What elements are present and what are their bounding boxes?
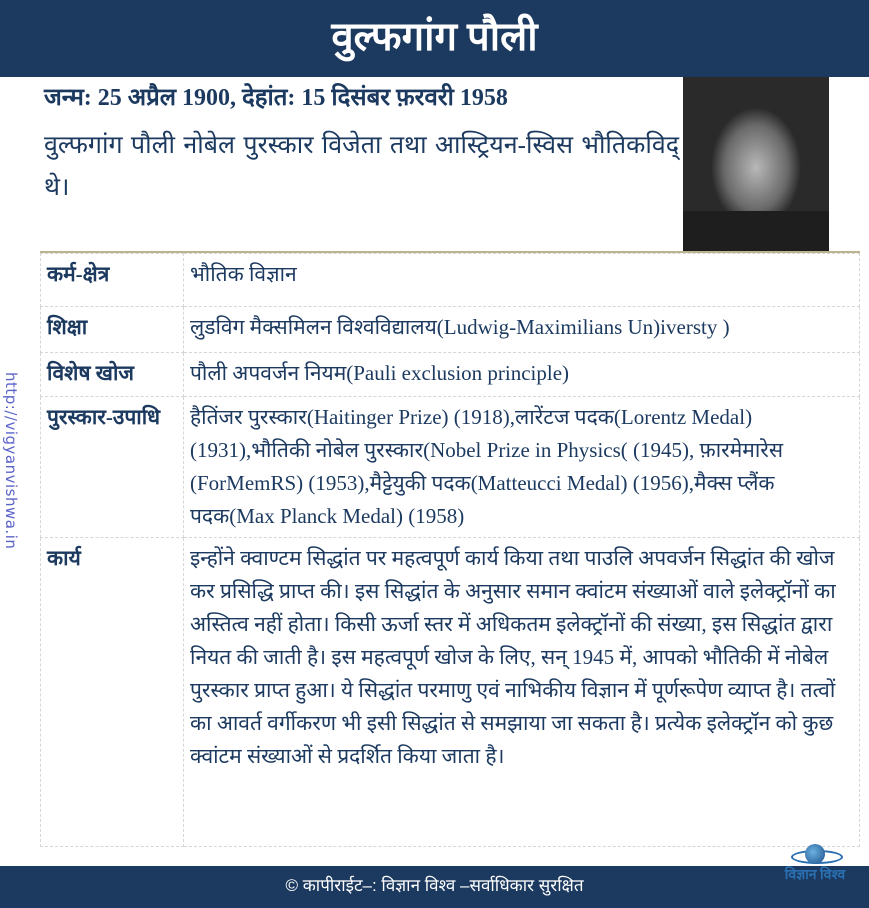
globe-icon bbox=[805, 844, 825, 864]
table-row bbox=[41, 254, 860, 307]
birth-death-dates: जन्म: 25 अप्रैल 1900, देहांत: 15 दिसंबर फ़रवरी 1958 bbox=[44, 85, 508, 111]
portrait-photo bbox=[683, 77, 829, 251]
table-row bbox=[41, 353, 860, 397]
row-value: लुडविग मैक्समिलन विश्वविद्यालय(Ludwig-Maximilians Un)iversty ) bbox=[184, 307, 860, 353]
row-key: पुरस्कार-उपाधि bbox=[41, 397, 184, 538]
page-title: वुल्फगांग पौली bbox=[0, 0, 869, 77]
logo-text: विज्ञान विश्व bbox=[784, 868, 846, 883]
row-key: कार्य bbox=[41, 538, 184, 847]
table-row bbox=[41, 538, 860, 847]
site-logo bbox=[765, 844, 865, 888]
intro-text: वुल्फगांग पौली नोबेल पुरस्कार विजेता तथा आस्ट्रियन-स्विस भौतिकविद् थे। bbox=[44, 132, 679, 201]
row-key: कर्म-क्षेत्र bbox=[41, 254, 184, 307]
footer-copyright: © कापीराईट–: विज्ञान विश्व –सर्वाधिकार सुरक्षित bbox=[0, 866, 869, 908]
row-value: इन्होंने क्वाण्टम सिद्धांत पर महत्वपूर्ण कार्य किया तथा पाउलि अपवर्जन सिद्धांत की खोज कर प्रसिद्धि प्राप्त की। इस सिद्धांत के अनुसार समान क्वांटम संख्याओं वाले इलेक्ट्रॉनों का अस्तित्व नहीं होता। किसी ऊर्जा स्तर में अधिकतम इलेक्ट्रॉनों की संख्या, इस सिद्धांत द्वारा नियत की जाती है। इस महत्वपूर्ण खोज के लिए, सन् 1945 में, आपको भौतिकी में नोबेल पुरस्कार प्राप्त हुआ। ये सिद्धांत परमाणु एवं नाभिकीय विज्ञान में पूर्णरूपेण व्याप्त है। तत्वों का आवर्त वर्गीकरण भी इसी सिद्धांत से समझाया जा सकता है। प्रत्येक इलेक्ट्रॉन को कुछ क्वांटम संख्याओं से प्रदर्शित किया जाता है। bbox=[184, 538, 860, 847]
row-value: हैतिंजर पुरस्कार(Haitinger Prize) (1918),लारेंटज पदक(Lorentz Medal) (1931),भौतिकी नोबेल पुरस्कार(Nobel Prize in Physics( (1945), फ़ारमेमारेस (ForMemRS) (1953),मैट्टेयुकी पदक(Matteucci Medal) (1956),मैक्स प्लैंक पदक(Max Planck Medal) (1958) bbox=[184, 397, 860, 538]
website-url[interactable]: http://vigyanvishwa.in bbox=[2, 372, 20, 550]
info-table bbox=[40, 253, 860, 847]
row-key: विशेष खोज bbox=[41, 353, 184, 397]
row-value: पौली अपवर्जन नियम(Pauli exclusion principle) bbox=[184, 353, 860, 397]
table-row bbox=[41, 397, 860, 538]
table-row bbox=[41, 307, 860, 353]
row-key: शिक्षा bbox=[41, 307, 184, 353]
row-value: भौतिक विज्ञान bbox=[184, 254, 860, 307]
